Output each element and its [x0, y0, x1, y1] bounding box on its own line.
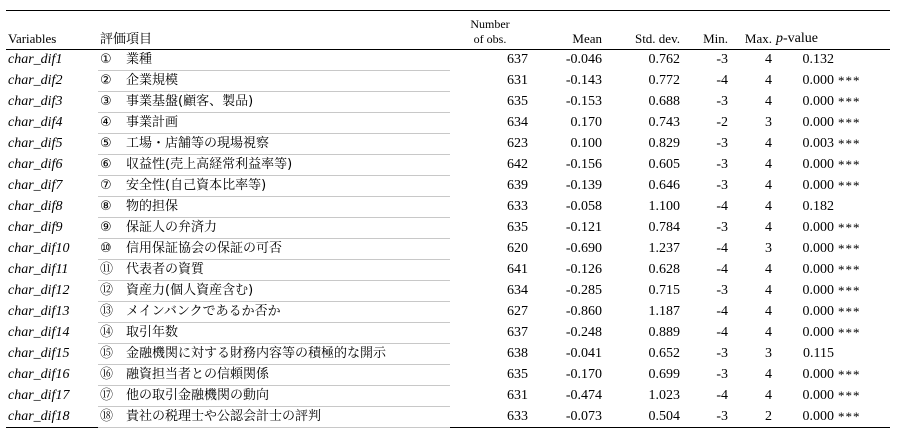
cell-max: 2	[765, 408, 772, 424]
cell-std: 0.605	[648, 157, 680, 172]
item-label: 企業規模	[126, 73, 179, 88]
cell-mean: -0.073	[565, 408, 602, 424]
cell-mean: -0.153	[565, 94, 602, 109]
cell-item	[98, 407, 450, 428]
cell-variable: char_dif1	[8, 52, 63, 68]
item-label: 取引年数	[126, 325, 179, 340]
cell-item	[98, 260, 450, 281]
cell-nobs: 638	[507, 346, 528, 361]
cell-mean: -0.143	[565, 73, 602, 88]
statistics-table	[6, 10, 890, 428]
cell-significance	[836, 197, 890, 218]
cell-min: -3	[716, 157, 728, 172]
cell-std: 1.023	[648, 388, 680, 403]
item-label: 事業基盤(顧客、製品)	[126, 94, 254, 109]
cell-std: 0.715	[648, 283, 680, 298]
cell-significance: ***	[838, 94, 861, 109]
cell-significance: ***	[838, 136, 861, 151]
cell-nobs: 620	[507, 241, 528, 256]
cell-significance: ***	[838, 115, 861, 130]
cell-variable: char_dif9	[8, 220, 63, 235]
item-number: ⑦	[100, 178, 112, 193]
cell-std: 0.646	[648, 178, 680, 193]
cell-std: 0.784	[648, 220, 680, 235]
cell-item	[98, 197, 450, 218]
cell-p-value: 0.000	[802, 115, 834, 130]
cell-mean: -0.248	[565, 325, 602, 340]
cell-variable: char_dif18	[8, 408, 70, 424]
cell-item	[98, 50, 450, 71]
cell-mean: 0.100	[570, 136, 602, 151]
cell-min: -4	[716, 325, 728, 340]
cell-p-value: 0.000	[802, 241, 834, 256]
table-row	[6, 407, 890, 428]
table-row	[6, 260, 890, 281]
cell-mean: -0.690	[565, 241, 602, 256]
cell-std: 0.772	[648, 73, 680, 88]
cell-item	[98, 281, 450, 302]
cell-mean: -0.126	[565, 262, 602, 277]
cell-std: 0.688	[648, 94, 680, 109]
cell-std: 0.628	[648, 262, 680, 277]
cell-item	[98, 113, 450, 134]
cell-significance: ***	[838, 178, 861, 193]
cell-min: -4	[716, 304, 728, 319]
cell-p-value: 0.000	[802, 262, 834, 277]
cell-nobs: 633	[507, 408, 528, 424]
cell-variable: char_dif4	[8, 115, 63, 130]
cell-max: 4	[765, 388, 772, 403]
cell-mean: -0.121	[565, 220, 602, 235]
cell-mean: -0.474	[565, 388, 602, 403]
cell-nobs: 627	[507, 304, 528, 319]
cell-variable: char_dif2	[8, 73, 63, 88]
cell-variable: char_dif12	[8, 283, 70, 298]
cell-variable: char_dif7	[8, 178, 63, 193]
cell-item	[98, 365, 450, 386]
cell-max: 4	[765, 157, 772, 172]
header-mean: Mean	[572, 31, 602, 46]
cell-variable: char_dif11	[8, 262, 69, 277]
cell-item	[98, 71, 450, 92]
header-p-prefix: p	[776, 31, 783, 46]
cell-p-value: 0.000	[802, 304, 834, 319]
item-label: 保証人の弁済力	[126, 220, 218, 235]
cell-min: -3	[716, 52, 728, 68]
header-row	[6, 11, 890, 50]
cell-min: -3	[716, 220, 728, 235]
header-variables: Variables	[8, 31, 57, 46]
cell-mean: -0.170	[565, 367, 602, 382]
cell-nobs: 642	[507, 157, 528, 172]
header-max: Max.	[744, 31, 772, 46]
table-row	[6, 50, 890, 71]
item-label: 貴社の税理士や公認会計士の評判	[126, 409, 322, 424]
cell-std: 0.762	[648, 52, 680, 68]
table-row	[6, 323, 890, 344]
cell-max: 4	[765, 325, 772, 340]
header-nobs-line1: Number	[470, 17, 510, 31]
item-number: ⑧	[100, 199, 112, 214]
item-number: ⑥	[100, 157, 112, 172]
cell-nobs: 631	[507, 388, 528, 403]
cell-p-value: 0.182	[802, 199, 834, 214]
item-number: ⑩	[100, 241, 112, 256]
cell-min: -3	[716, 136, 728, 151]
cell-significance	[836, 50, 890, 71]
cell-variable: char_dif10	[8, 241, 70, 256]
cell-item	[98, 134, 450, 155]
cell-max: 4	[765, 262, 772, 277]
cell-p-value: 0.003	[802, 136, 834, 151]
table-row	[6, 71, 890, 92]
cell-nobs: 639	[507, 178, 528, 193]
cell-significance: ***	[838, 220, 861, 235]
cell-mean: -0.139	[565, 178, 602, 193]
cell-item	[98, 344, 450, 365]
item-number: ⑤	[100, 136, 112, 151]
cell-item	[98, 92, 450, 113]
cell-significance: ***	[838, 408, 861, 424]
table-row	[6, 344, 890, 365]
cell-max: 4	[765, 178, 772, 193]
cell-nobs: 637	[507, 325, 528, 340]
cell-p-value: 0.000	[802, 73, 834, 88]
table-row	[6, 197, 890, 218]
cell-variable: char_dif13	[8, 304, 70, 319]
cell-min: -4	[716, 73, 728, 88]
cell-significance: ***	[838, 73, 861, 88]
item-number: ⑫	[100, 283, 114, 298]
cell-mean: -0.156	[565, 157, 602, 172]
item-number: ③	[100, 94, 112, 109]
item-number: ⑱	[100, 409, 114, 424]
cell-variable: char_dif16	[8, 367, 70, 382]
cell-p-value: 0.000	[802, 325, 834, 340]
cell-std: 0.829	[648, 136, 680, 151]
cell-max: 4	[765, 367, 772, 382]
cell-item	[98, 176, 450, 197]
cell-max: 3	[765, 346, 772, 361]
item-label: 業種	[126, 52, 153, 67]
cell-variable: char_dif3	[8, 94, 63, 109]
cell-std: 0.889	[648, 325, 680, 340]
table-row	[6, 155, 890, 176]
item-label: 物的担保	[126, 199, 179, 214]
cell-max: 4	[765, 136, 772, 151]
item-number: ⑪	[100, 262, 114, 277]
cell-max: 4	[765, 199, 772, 214]
cell-significance: ***	[838, 241, 861, 256]
cell-significance: ***	[838, 304, 861, 319]
cell-p-value: 0.000	[802, 408, 834, 424]
table-row	[6, 386, 890, 407]
cell-p-value: 0.000	[802, 367, 834, 382]
cell-variable: char_dif14	[8, 325, 70, 340]
table-row	[6, 365, 890, 386]
cell-max: 4	[765, 304, 772, 319]
cell-std: 0.652	[648, 346, 680, 361]
cell-item	[98, 239, 450, 260]
cell-max: 4	[765, 220, 772, 235]
cell-nobs: 637	[507, 52, 528, 68]
item-number: ⑮	[100, 346, 114, 361]
cell-nobs: 635	[507, 220, 528, 235]
cell-min: -3	[716, 178, 728, 193]
cell-item	[98, 302, 450, 323]
cell-variable: char_dif6	[8, 157, 63, 172]
cell-nobs: 634	[507, 115, 528, 130]
item-number: ⑨	[100, 220, 112, 235]
cell-min: -3	[716, 94, 728, 109]
cell-variable: char_dif5	[8, 136, 63, 151]
item-label: 金融機関に対する財務内容等の積極的な開示	[126, 346, 387, 361]
cell-item	[98, 386, 450, 407]
item-label: 事業計画	[126, 115, 179, 130]
cell-p-value: 0.000	[802, 283, 834, 298]
item-label: 工場・店舗等の現場視察	[126, 136, 270, 151]
item-label: メインバンクであるか否か	[126, 304, 281, 319]
cell-significance: ***	[838, 283, 861, 298]
cell-max: 4	[765, 283, 772, 298]
item-number: ⑬	[100, 304, 114, 319]
cell-item	[98, 155, 450, 176]
cell-std: 0.699	[648, 367, 680, 382]
cell-nobs: 641	[507, 262, 528, 277]
cell-std: 1.237	[648, 241, 680, 256]
table-row	[6, 92, 890, 113]
item-number: ①	[100, 52, 112, 67]
header-item: 評価項目	[100, 32, 153, 47]
cell-item	[98, 323, 450, 344]
cell-p-value: 0.000	[802, 388, 834, 403]
item-label: 資産力(個人資産含む)	[126, 283, 254, 298]
cell-nobs: 634	[507, 283, 528, 298]
cell-significance: ***	[838, 262, 861, 277]
cell-max: 4	[765, 73, 772, 88]
cell-variable: char_dif17	[8, 388, 70, 403]
cell-significance: ***	[838, 388, 861, 403]
item-label: 収益性(売上高経常利益率等)	[126, 157, 293, 172]
cell-mean: -0.041	[565, 346, 602, 361]
cell-min: -2	[716, 115, 728, 130]
table-row	[6, 239, 890, 260]
cell-min: -3	[716, 283, 728, 298]
cell-significance: ***	[838, 367, 861, 382]
cell-min: -3	[716, 367, 728, 382]
item-label: 他の取引金融機関の動向	[126, 388, 270, 403]
cell-std: 0.743	[648, 115, 680, 130]
item-number: ⑯	[100, 367, 114, 382]
cell-p-value: 0.115	[803, 346, 834, 361]
table-row	[6, 218, 890, 239]
cell-mean: 0.170	[570, 115, 602, 130]
table-row	[6, 113, 890, 134]
cell-max: 3	[765, 241, 772, 256]
cell-min: -4	[716, 262, 728, 277]
header-std: Std. dev.	[634, 31, 680, 46]
cell-min: -4	[716, 388, 728, 403]
cell-p-value: 0.000	[802, 178, 834, 193]
table-row	[6, 302, 890, 323]
item-number: ②	[100, 73, 112, 88]
cell-max: 4	[765, 94, 772, 109]
cell-std: 0.504	[648, 408, 680, 424]
cell-mean: -0.058	[565, 199, 602, 214]
table-row	[6, 134, 890, 155]
cell-min: -3	[716, 346, 728, 361]
cell-significance: ***	[838, 157, 861, 172]
cell-nobs: 631	[507, 73, 528, 88]
cell-min: -4	[716, 241, 728, 256]
cell-nobs: 635	[507, 367, 528, 382]
cell-mean: -0.285	[565, 283, 602, 298]
cell-nobs: 633	[507, 199, 528, 214]
header-p-suffix: -value	[783, 31, 818, 46]
item-label: 融資担当者との信頼関係	[126, 367, 270, 382]
cell-mean: -0.860	[565, 304, 602, 319]
cell-variable: char_dif8	[8, 199, 63, 214]
header-p-value	[774, 11, 890, 50]
cell-max: 3	[765, 115, 772, 130]
cell-min: -4	[716, 199, 728, 214]
item-number: ⑰	[100, 388, 114, 403]
cell-min: -3	[716, 408, 728, 424]
item-label: 安全性(自己資本比率等)	[126, 178, 267, 193]
item-label: 信用保証協会の保証の可否	[126, 241, 283, 256]
cell-std: 1.187	[648, 304, 680, 319]
cell-significance	[836, 344, 890, 365]
cell-significance: ***	[838, 325, 861, 340]
table-row	[6, 176, 890, 197]
cell-p-value: 0.132	[802, 52, 834, 68]
table-row	[6, 281, 890, 302]
cell-p-value: 0.000	[802, 94, 834, 109]
cell-std: 1.100	[648, 199, 680, 214]
header-nobs	[450, 11, 530, 50]
header-min: Min.	[703, 31, 728, 46]
cell-nobs: 623	[507, 136, 528, 151]
item-number: ④	[100, 115, 112, 130]
header-nobs-line2: of obs.	[473, 32, 507, 46]
item-number: ⑭	[100, 325, 114, 340]
cell-mean: -0.046	[565, 52, 602, 68]
cell-p-value: 0.000	[802, 157, 834, 172]
cell-variable: char_dif15	[8, 346, 70, 361]
cell-nobs: 635	[507, 94, 528, 109]
item-label: 代表者の資質	[126, 262, 205, 277]
cell-item	[98, 218, 450, 239]
cell-p-value: 0.000	[802, 220, 834, 235]
cell-max: 4	[765, 52, 772, 68]
